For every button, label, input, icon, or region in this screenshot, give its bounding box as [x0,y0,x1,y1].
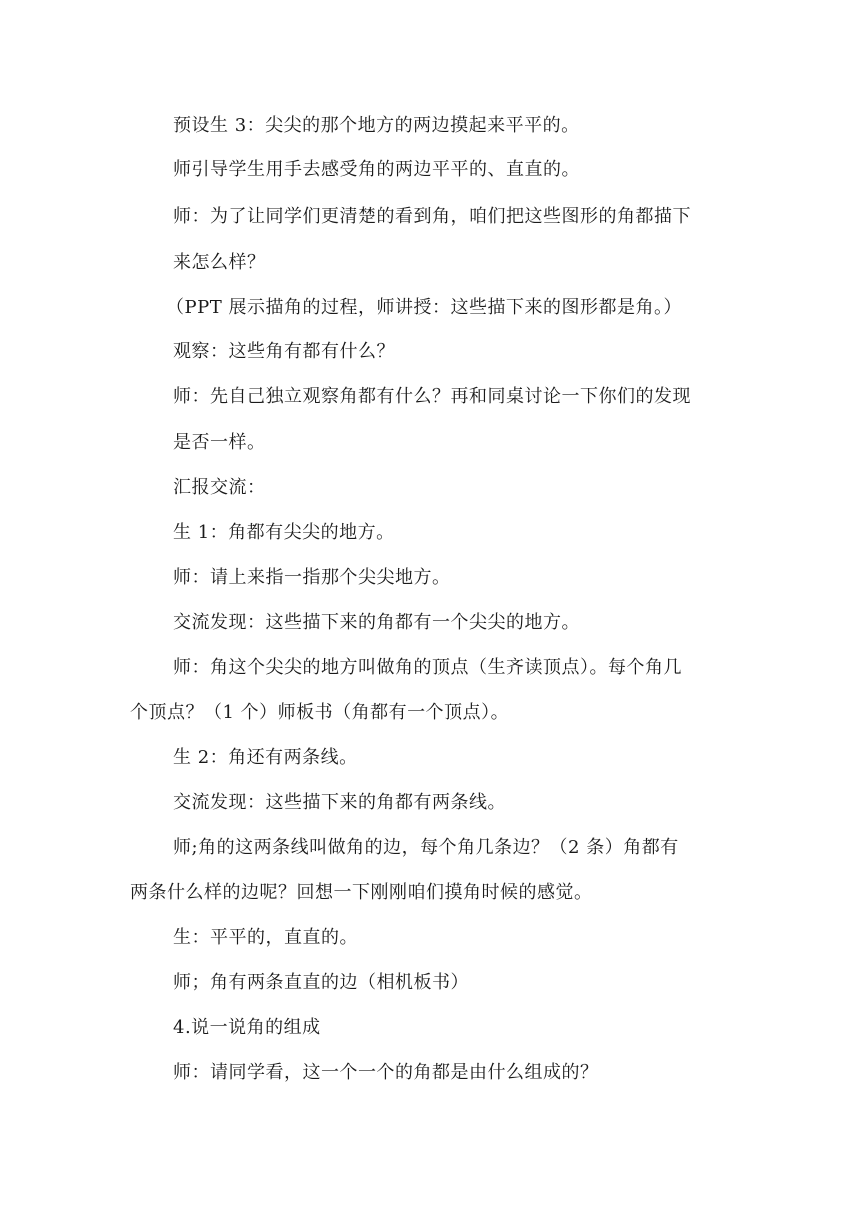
paragraph-line: 师：角这个尖尖的地方叫做角的顶点（生齐读顶点）。每个角几 [173,657,682,678]
paragraph-line: 交流发现：这些描下来的角都有两条线。 [173,792,506,813]
paragraph-line: 生：平平的，直直的。 [173,927,358,948]
paragraph-line: 观察：这些角有都有什么？ [173,341,395,362]
paragraph-line: 师；角有两条直直的边（相机板书） [173,972,469,993]
paragraph-line: 预设生 3：尖尖的那个地方的两边摸起来平平的。 [173,115,580,136]
section-heading: 4.说一说角的组成 [173,1017,321,1038]
paragraph-line: 是否一样。 [173,432,266,453]
paragraph-line: 师;角的这两条线叫做角的边，每个角几条边？（2 条）角都有 [173,837,679,858]
paragraph-line: 师引导学生用手去感受角的两边平平的、直直的。 [173,159,580,180]
paragraph-line: 师：请上来指一指那个尖尖地方。 [173,567,451,588]
paragraph-line: 生 2：角还有两条线。 [173,747,358,768]
paragraph-line: 来怎么样？ [173,252,266,273]
paragraph-line: 交流发现：这些描下来的角都有一个尖尖的地方。 [173,612,580,633]
paragraph-line: 个顶点？（1 个）师板书（角都有一个顶点）。 [130,702,510,723]
paragraph-line: 师：先自己独立观察角都有什么？再和同桌讨论一下你们的发现 [173,386,691,407]
paragraph-line: （PPT 展示描角的过程，师讲授：这些描下来的图形都是角。） [166,297,682,318]
paragraph-line: 生 1：角都有尖尖的地方。 [173,522,395,543]
paragraph-line: 师：请同学看，这一个一个的角都是由什么组成的？ [173,1062,599,1083]
paragraph-line: 汇报交流： [173,477,266,498]
paragraph-line: 两条什么样的边呢？回想一下刚刚咱们摸角时候的感觉。 [130,882,593,903]
paragraph-line: 师：为了让同学们更清楚的看到角，咱们把这些图形的角都描下 [173,206,691,227]
